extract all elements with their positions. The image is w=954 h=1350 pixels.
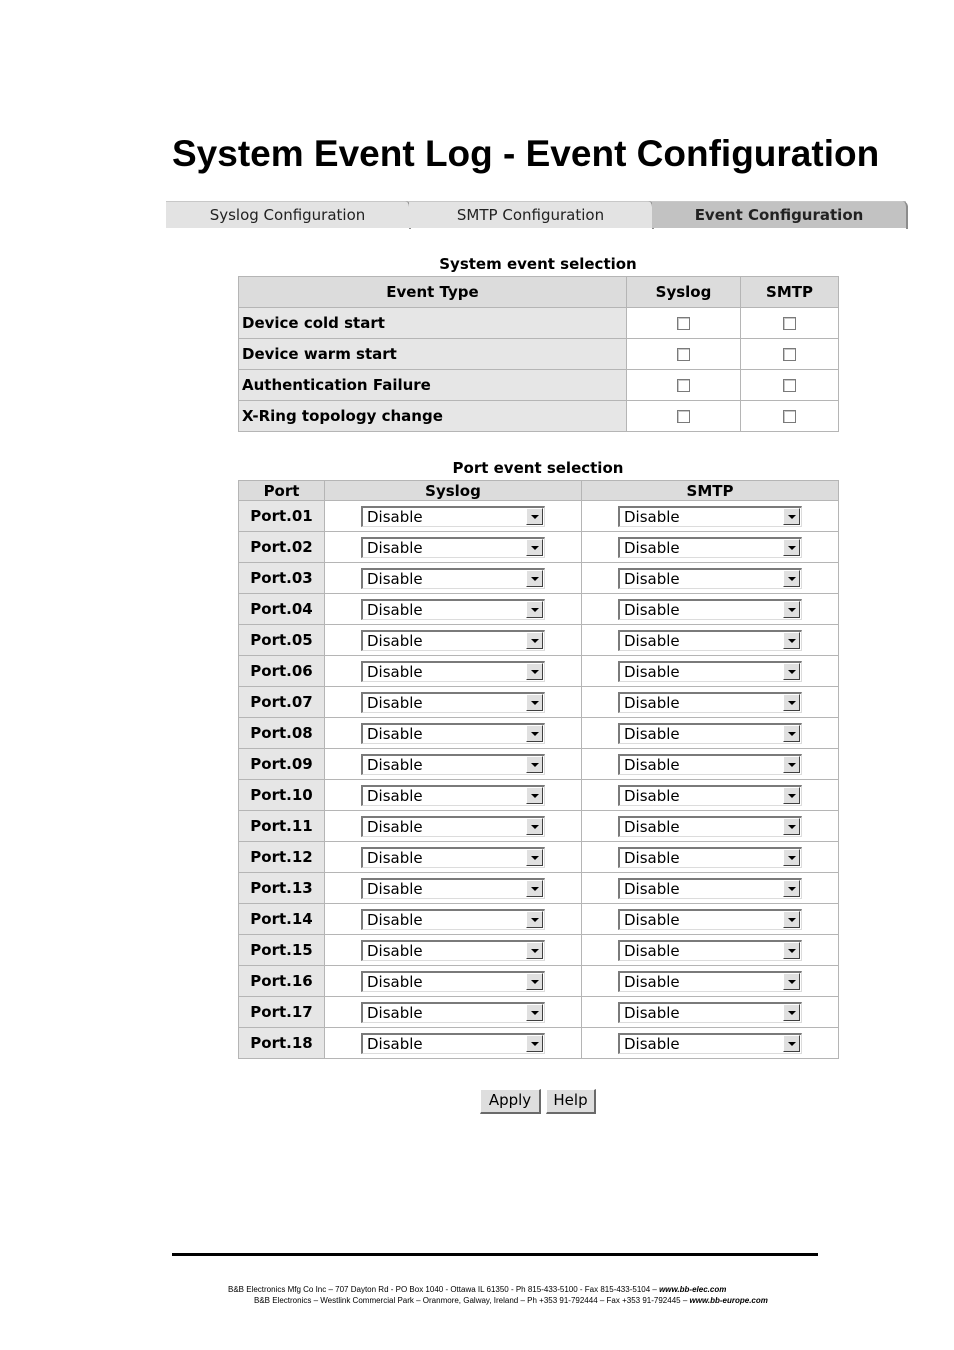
select-value: Disable <box>367 507 423 526</box>
dropdown-button[interactable] <box>783 570 800 587</box>
chevron-down-icon <box>788 670 796 674</box>
syslog-select[interactable] <box>361 568 545 589</box>
dropdown-button[interactable] <box>783 539 800 556</box>
dropdown-button[interactable] <box>526 849 543 866</box>
port-row <box>239 935 839 966</box>
port-row <box>239 966 839 997</box>
smtp-cell <box>741 339 839 370</box>
smtp-cell <box>741 308 839 339</box>
smtp-cell <box>582 749 839 780</box>
syslog-cell <box>325 780 582 811</box>
footer-eu-text: B&B Electronics – Westlink Commercial Park – Oranmore, Galway, Ireland – Ph +353 91-792444 – Fax +353 91-792445 – <box>254 1296 690 1305</box>
footer-divider <box>172 1253 818 1256</box>
port-event-caption: Port event selection <box>452 459 624 477</box>
smtp-checkbox[interactable] <box>783 317 796 330</box>
select-value: Disable <box>624 817 680 836</box>
tab-divider <box>902 201 908 229</box>
smtp-cell <box>582 625 839 656</box>
port-row <box>239 625 839 656</box>
port-row <box>239 687 839 718</box>
smtp-select[interactable] <box>618 816 802 837</box>
chevron-down-icon <box>531 949 539 953</box>
help-button[interactable]: Help <box>546 1089 596 1114</box>
smtp-select[interactable] <box>618 1033 802 1054</box>
smtp-cell <box>582 687 839 718</box>
chevron-down-icon <box>531 918 539 922</box>
dropdown-button[interactable] <box>526 818 543 835</box>
syslog-cell <box>325 873 582 904</box>
smtp-cell <box>741 401 839 432</box>
dropdown-button[interactable] <box>526 787 543 804</box>
syslog-select[interactable] <box>361 537 545 558</box>
select-value: Disable <box>624 693 680 712</box>
dropdown-button[interactable] <box>783 818 800 835</box>
dropdown-button[interactable] <box>783 694 800 711</box>
port-event-table <box>238 480 839 1059</box>
chevron-down-icon <box>788 825 796 829</box>
chevron-down-icon <box>788 608 796 612</box>
dropdown-button[interactable] <box>783 1004 800 1021</box>
tab-bar <box>166 201 906 229</box>
syslog-cell <box>325 811 582 842</box>
dropdown-button[interactable] <box>526 570 543 587</box>
chevron-down-icon <box>788 1011 796 1015</box>
chevron-down-icon <box>788 1042 796 1046</box>
smtp-select[interactable] <box>618 723 802 744</box>
smtp-select[interactable] <box>618 847 802 868</box>
port-row <box>239 594 839 625</box>
select-value: Disable <box>624 600 680 619</box>
smtp-cell <box>582 997 839 1028</box>
select-value: Disable <box>367 941 423 960</box>
syslog-select[interactable] <box>361 847 545 868</box>
smtp-cell <box>582 780 839 811</box>
select-value: Disable <box>367 910 423 929</box>
dropdown-button[interactable] <box>783 632 800 649</box>
select-value: Disable <box>624 910 680 929</box>
port-label: Port.16 <box>239 966 325 997</box>
syslog-select[interactable] <box>361 816 545 837</box>
dropdown-button[interactable] <box>783 601 800 618</box>
smtp-select[interactable] <box>618 940 802 961</box>
port-row <box>239 563 839 594</box>
chevron-down-icon <box>531 856 539 860</box>
port-label: Port.14 <box>239 904 325 935</box>
dropdown-button[interactable] <box>526 1004 543 1021</box>
smtp-select[interactable] <box>618 878 802 899</box>
smtp-select[interactable] <box>618 537 802 558</box>
smtp-cell <box>582 966 839 997</box>
smtp-checkbox[interactable] <box>783 379 796 392</box>
dropdown-button[interactable] <box>526 756 543 773</box>
syslog-cell <box>325 625 582 656</box>
port-row <box>239 532 839 563</box>
syslog-cell <box>325 904 582 935</box>
syslog-checkbox[interactable] <box>677 410 690 423</box>
chevron-down-icon <box>788 980 796 984</box>
dropdown-button[interactable] <box>783 942 800 959</box>
port-label: Port.05 <box>239 625 325 656</box>
syslog-select[interactable] <box>361 785 545 806</box>
chevron-down-icon <box>788 856 796 860</box>
dropdown-button[interactable] <box>526 1035 543 1052</box>
chevron-down-icon <box>531 577 539 581</box>
footer-address-us <box>228 1285 726 1294</box>
dropdown-button[interactable] <box>783 787 800 804</box>
chevron-down-icon <box>788 639 796 643</box>
port-label: Port.06 <box>239 656 325 687</box>
select-value: Disable <box>367 600 423 619</box>
port-row <box>239 811 839 842</box>
syslog-cell <box>325 501 582 532</box>
smtp-cell <box>582 904 839 935</box>
page-title: System Event Log - Event Configuration <box>172 133 880 174</box>
select-value: Disable <box>624 848 680 867</box>
event-type-label: Device cold start <box>239 308 627 339</box>
port-label: Port.15 <box>239 935 325 966</box>
syslog-cell <box>325 718 582 749</box>
smtp-header: SMTP <box>741 277 839 308</box>
syslog-select[interactable] <box>361 661 545 682</box>
syslog-select[interactable] <box>361 754 545 775</box>
port-label: Port.17 <box>239 997 325 1028</box>
smtp-select[interactable] <box>618 692 802 713</box>
dropdown-button[interactable] <box>783 973 800 990</box>
select-value: Disable <box>624 786 680 805</box>
smtp-select[interactable] <box>618 971 802 992</box>
chevron-down-icon <box>788 918 796 922</box>
select-value: Disable <box>367 693 423 712</box>
smtp-cell <box>582 1028 839 1059</box>
smtp-select[interactable] <box>618 1002 802 1023</box>
syslog-select[interactable] <box>361 909 545 930</box>
event-row <box>239 339 839 370</box>
port-label: Port.08 <box>239 718 325 749</box>
event-type-label: X-Ring topology change <box>239 401 627 432</box>
tab-syslog-configuration[interactable] <box>166 201 409 228</box>
port-row <box>239 749 839 780</box>
chevron-down-icon <box>531 515 539 519</box>
chevron-down-icon <box>531 639 539 643</box>
syslog-select[interactable] <box>361 506 545 527</box>
chevron-down-icon <box>531 887 539 891</box>
apply-button[interactable]: Apply <box>480 1089 541 1114</box>
chevron-down-icon <box>531 980 539 984</box>
syslog-cell <box>325 935 582 966</box>
select-value: Disable <box>624 538 680 557</box>
smtp-cell <box>741 370 839 401</box>
syslog-cell <box>325 594 582 625</box>
footer-address-eu <box>254 1296 768 1305</box>
dropdown-button[interactable] <box>526 911 543 928</box>
tab-label: Syslog Configuration <box>209 206 366 224</box>
smtp-cell <box>582 842 839 873</box>
syslog-select[interactable] <box>361 599 545 620</box>
select-value: Disable <box>624 507 680 526</box>
syslog-cell <box>325 842 582 873</box>
smtp-cell <box>582 656 839 687</box>
event-type-header: Event Type <box>239 277 627 308</box>
syslog-header: Syslog <box>325 481 582 501</box>
smtp-select[interactable] <box>618 599 802 620</box>
syslog-select[interactable] <box>361 630 545 651</box>
port-label: Port.18 <box>239 1028 325 1059</box>
syslog-select[interactable] <box>361 940 545 961</box>
port-label: Port.11 <box>239 811 325 842</box>
syslog-select[interactable] <box>361 1002 545 1023</box>
chevron-down-icon <box>788 577 796 581</box>
syslog-checkbox[interactable] <box>677 348 690 361</box>
event-type-label: Authentication Failure <box>239 370 627 401</box>
syslog-cell <box>325 997 582 1028</box>
syslog-cell <box>627 339 741 370</box>
port-label: Port.12 <box>239 842 325 873</box>
chevron-down-icon <box>788 546 796 550</box>
chevron-down-icon <box>788 887 796 891</box>
port-row <box>239 656 839 687</box>
system-event-caption: System event selection <box>439 255 637 273</box>
dropdown-button[interactable] <box>526 663 543 680</box>
footer-eu-link[interactable]: www.bb-europe.com <box>689 1296 768 1305</box>
tab-smtp-configuration[interactable] <box>409 201 652 228</box>
syslog-cell <box>627 308 741 339</box>
system-event-table <box>238 276 839 432</box>
syslog-cell <box>325 1028 582 1059</box>
dropdown-button[interactable] <box>783 663 800 680</box>
port-label: Port.10 <box>239 780 325 811</box>
chevron-down-icon <box>788 949 796 953</box>
smtp-cell <box>582 811 839 842</box>
smtp-checkbox[interactable] <box>783 348 796 361</box>
chevron-down-icon <box>531 794 539 798</box>
select-value: Disable <box>624 755 680 774</box>
chevron-down-icon <box>788 732 796 736</box>
select-value: Disable <box>624 1003 680 1022</box>
select-value: Disable <box>624 724 680 743</box>
select-value: Disable <box>624 662 680 681</box>
port-row <box>239 842 839 873</box>
syslog-cell <box>325 687 582 718</box>
select-value: Disable <box>367 1003 423 1022</box>
event-type-label: Device warm start <box>239 339 627 370</box>
chevron-down-icon <box>531 1011 539 1015</box>
select-value: Disable <box>624 941 680 960</box>
dropdown-button[interactable] <box>783 508 800 525</box>
smtp-cell <box>582 718 839 749</box>
smtp-select[interactable] <box>618 785 802 806</box>
select-value: Disable <box>367 817 423 836</box>
chevron-down-icon <box>531 670 539 674</box>
select-value: Disable <box>367 631 423 650</box>
select-value: Disable <box>624 1034 680 1053</box>
chevron-down-icon <box>531 546 539 550</box>
chevron-down-icon <box>788 794 796 798</box>
syslog-select[interactable] <box>361 723 545 744</box>
syslog-select[interactable] <box>361 692 545 713</box>
dropdown-button[interactable] <box>526 601 543 618</box>
smtp-header: SMTP <box>582 481 839 501</box>
syslog-checkbox[interactable] <box>677 379 690 392</box>
smtp-cell <box>582 501 839 532</box>
port-row <box>239 997 839 1028</box>
port-row <box>239 904 839 935</box>
smtp-select[interactable] <box>618 630 802 651</box>
smtp-cell <box>582 532 839 563</box>
chevron-down-icon <box>531 732 539 736</box>
smtp-select[interactable] <box>618 754 802 775</box>
smtp-cell <box>582 563 839 594</box>
select-value: Disable <box>367 848 423 867</box>
port-label: Port.13 <box>239 873 325 904</box>
smtp-cell <box>582 935 839 966</box>
syslog-cell <box>627 401 741 432</box>
chevron-down-icon <box>531 1042 539 1046</box>
port-label: Port.04 <box>239 594 325 625</box>
port-label: Port.03 <box>239 563 325 594</box>
smtp-cell <box>582 594 839 625</box>
dropdown-button[interactable] <box>783 880 800 897</box>
chevron-down-icon <box>531 701 539 705</box>
port-row <box>239 501 839 532</box>
event-row <box>239 370 839 401</box>
port-row <box>239 718 839 749</box>
select-value: Disable <box>624 879 680 898</box>
dropdown-button[interactable] <box>526 694 543 711</box>
tab-event-configuration[interactable] <box>652 201 906 228</box>
select-value: Disable <box>624 569 680 588</box>
smtp-cell <box>582 873 839 904</box>
port-label: Port.01 <box>239 501 325 532</box>
select-value: Disable <box>367 662 423 681</box>
port-row <box>239 873 839 904</box>
select-value: Disable <box>367 1034 423 1053</box>
port-label: Port.07 <box>239 687 325 718</box>
dropdown-button[interactable] <box>526 942 543 959</box>
select-value: Disable <box>624 972 680 991</box>
select-value: Disable <box>367 786 423 805</box>
event-row <box>239 401 839 432</box>
syslog-select[interactable] <box>361 1033 545 1054</box>
dropdown-button[interactable] <box>526 880 543 897</box>
smtp-select[interactable] <box>618 568 802 589</box>
dropdown-button[interactable] <box>526 725 543 742</box>
chevron-down-icon <box>531 763 539 767</box>
syslog-header: Syslog <box>627 277 741 308</box>
select-value: Disable <box>624 631 680 650</box>
syslog-select[interactable] <box>361 878 545 899</box>
port-row <box>239 780 839 811</box>
syslog-select[interactable] <box>361 971 545 992</box>
dropdown-button[interactable] <box>526 973 543 990</box>
dropdown-button[interactable] <box>783 911 800 928</box>
footer-us-link[interactable]: www.bb-elec.com <box>659 1285 727 1294</box>
tab-label: SMTP Configuration <box>456 206 605 224</box>
tab-label: Event Configuration <box>694 206 864 224</box>
port-label: Port.09 <box>239 749 325 780</box>
dropdown-button[interactable] <box>526 632 543 649</box>
chevron-down-icon <box>788 515 796 519</box>
port-row <box>239 1028 839 1059</box>
syslog-cell <box>325 532 582 563</box>
syslog-cell <box>627 370 741 401</box>
smtp-checkbox[interactable] <box>783 410 796 423</box>
syslog-checkbox[interactable] <box>677 317 690 330</box>
select-value: Disable <box>367 724 423 743</box>
port-label: Port.02 <box>239 532 325 563</box>
chevron-down-icon <box>531 608 539 612</box>
dropdown-button[interactable] <box>526 539 543 556</box>
event-row <box>239 308 839 339</box>
footer-us-text: B&B Electronics Mfg Co Inc – 707 Dayton Rd - PO Box 1040 - Ottawa IL 61350 - Ph 815-433-5100 - Fax 815-433-5104 – <box>228 1285 660 1294</box>
chevron-down-icon <box>788 701 796 705</box>
syslog-cell <box>325 749 582 780</box>
select-value: Disable <box>367 755 423 774</box>
dropdown-button[interactable] <box>783 1035 800 1052</box>
dropdown-button[interactable] <box>783 725 800 742</box>
smtp-select[interactable] <box>618 661 802 682</box>
select-value: Disable <box>367 538 423 557</box>
syslog-cell <box>325 563 582 594</box>
port-header: Port <box>239 481 325 501</box>
syslog-cell <box>325 656 582 687</box>
chevron-down-icon <box>788 763 796 767</box>
select-value: Disable <box>367 569 423 588</box>
chevron-down-icon <box>531 825 539 829</box>
select-value: Disable <box>367 879 423 898</box>
dropdown-button[interactable] <box>783 756 800 773</box>
dropdown-button[interactable] <box>783 849 800 866</box>
dropdown-button[interactable] <box>526 508 543 525</box>
smtp-select[interactable] <box>618 909 802 930</box>
smtp-select[interactable] <box>618 506 802 527</box>
select-value: Disable <box>367 972 423 991</box>
syslog-cell <box>325 966 582 997</box>
